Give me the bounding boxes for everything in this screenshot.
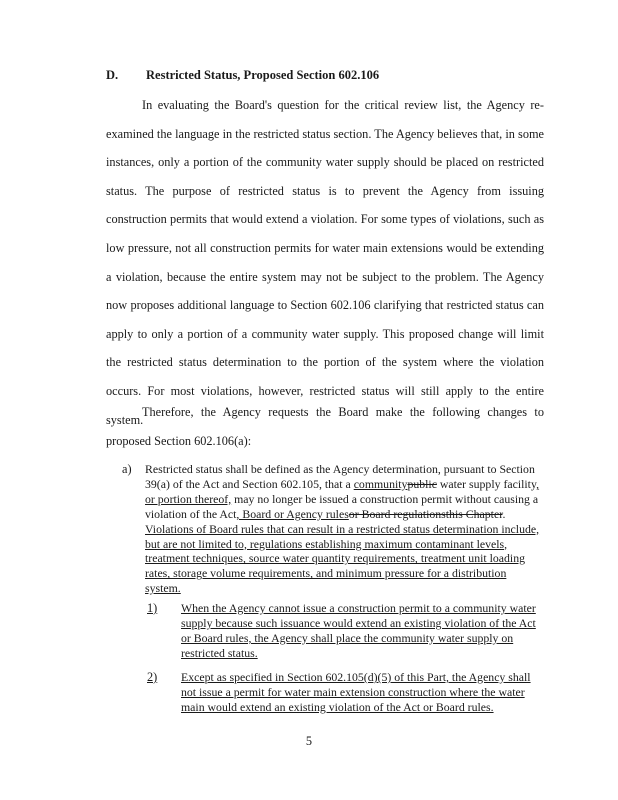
item-a-text-3: may no longer be issued a construction permit without causing a violation of the Act	[145, 491, 539, 521]
inserted-text: Violations of Board rules that can result in a restricted status determination include, but are not limited to, regulations establishing maximum contaminant levels, treatment techniques, source water quantity requirements, treatment unit loading rates, storage volume requirements, and minimum pressure for a distribution system.	[145, 521, 540, 596]
sub-item-1-label: 1)	[147, 601, 158, 615]
deleted-text: or Board regulations	[348, 506, 446, 521]
page-number: 5	[305, 734, 313, 748]
section-title: Restricted Status, Proposed Section 602.106	[146, 68, 380, 82]
item-a-text-4: .	[502, 506, 506, 521]
inserted-text: , or portion thereof,	[145, 476, 540, 506]
body-paragraph-1: In evaluating the Board's question for the critical review list, the Agency re-examined the language in the restricted status section. The Agency believes that, in some instances, only a portion of the community water supply should be placed on restricted status. The purpose of restricted status is to prevent the Agency from issuing construction permits that would extend a violation. For some types of violations, such as low pressure, not all construction permits for water main extensions would be extending a violation, because the entire system may not be subject to the problem. The Agency now proposes additional language to Section 602.106 clarifying that restricted status can apply to only a portion of a community water supply. This proposed change will limit the restricted status determination to the portion of the system where the violation occurs. For most violations, however, restricted status will still apply to the entire system.	[106, 98, 544, 427]
item-a-text-1: Restricted status shall be defined as the Agency determination, pursuant to Section 39(a) of the Act and Section 602.105, that a	[145, 462, 535, 491]
deleted-text: public	[407, 476, 437, 491]
sub-item-1-text: When the Agency cannot issue a construction permit to a community water supply because such issuance would extend an existing violation of the Act or Board rules, the Agency shall place the community water supply on restricted status.	[181, 601, 536, 660]
section-heading	[106, 68, 379, 83]
item-a-label: a)	[122, 462, 132, 476]
item-a-text-2: water supply facility	[436, 476, 537, 491]
item-a-text	[145, 462, 545, 596]
section-letter: D.	[106, 68, 119, 82]
inserted-text: , Board or Agency rules	[236, 506, 349, 521]
sub-item-2-label: 2)	[147, 670, 158, 684]
body-paragraph-2: Therefore, the Agency requests the Board make the following changes to proposed Section 602.106(a):	[106, 405, 544, 448]
sub-item-2-text: Except as specified in Section 602.105(d)(5) of this Part, the Agency shall not issue a permit for water main extension construction where the water main would extend an existing violation of the Act or Board rules.	[181, 670, 531, 714]
deleted-text: this Chapter	[445, 506, 503, 521]
inserted-text: community	[353, 476, 408, 491]
